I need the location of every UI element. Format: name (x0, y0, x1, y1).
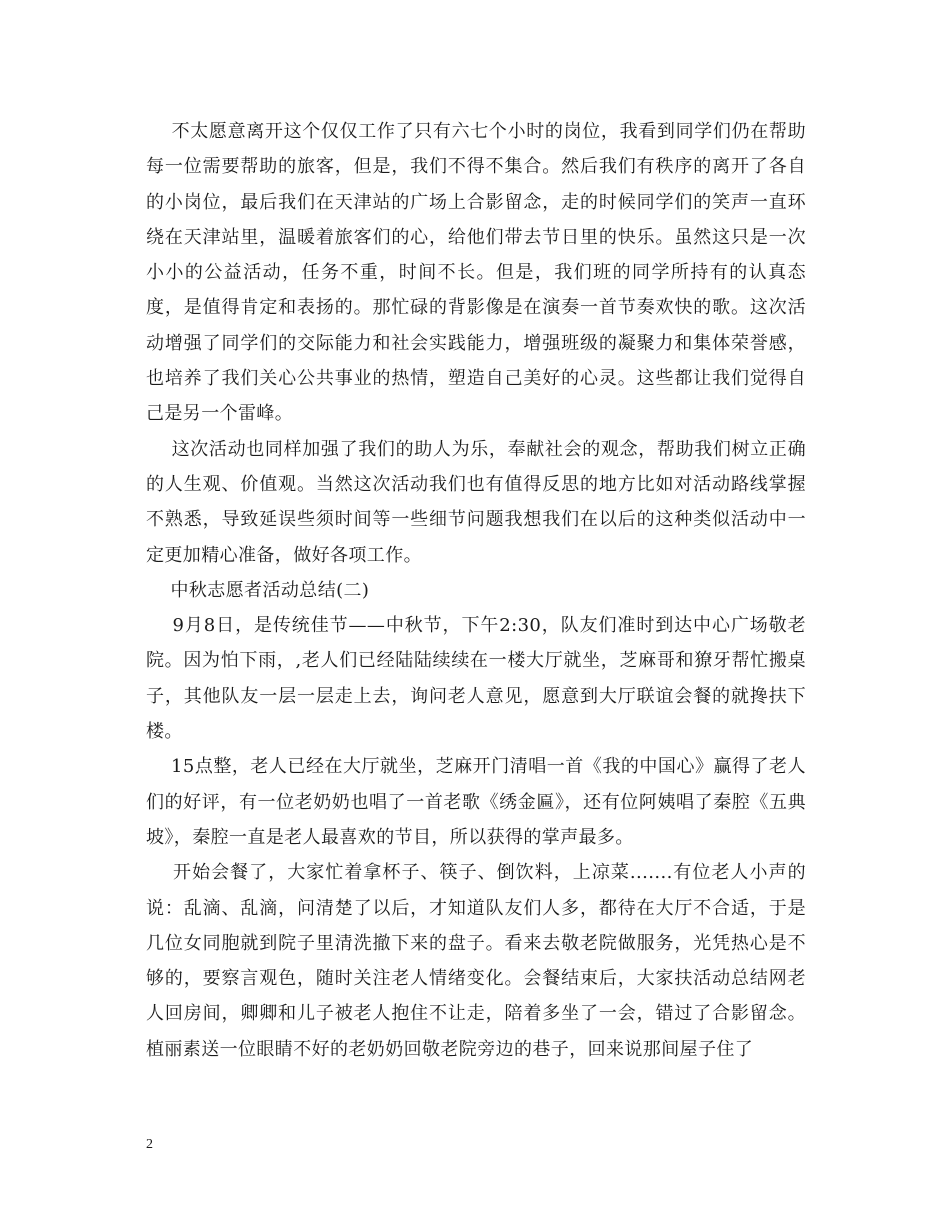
paragraph-arrival: 9月8日，是传统佳节——中秋节，下午2:30，队友们准时到达中心广场敬老院。因为怕下雨，,老人们已经陆陆续续在一楼大厅就坐，芝麻哥和獠牙帮忙搬桌子，其他队友一层一层走上去，询问老人意见，愿意到大厅联谊会餐的就搀扶下楼。 (146, 615, 806, 743)
paragraph-performance: 15点整，老人已经在大厅就坐，芝麻开门清唱一首《我的中国心》赢得了老人们的好评，有一位老奶奶也唱了一首老歌《绣金匾》，还有位阿姨唱了秦腔《五典坡》，秦腔一直是老人最喜欢的节目，所以获得的掌声最多。 (146, 756, 806, 848)
paragraph-meal: 开始会餐了，大家忙着拿杯子、筷子、倒饮料，上凉菜.......有位老人小声的说：乱滴、乱滴，问清楚了以后，才知道队友们人多，都待在大厅不合适，于是几位女同胞就到院子里清洗撤下来的盘子。看来去敬老院做服务，光凭热心是不够的，要察言观色，随时关注老人情绪变化。会餐结束后，大家扶活动总结网老人回房间，卿卿和儿子被老人抱住不让走，陪着多坐了一会，错过了合影留念。植丽素送一位眼睛不好的老奶奶回敬老院旁边的巷子，回来说那间屋子住了 (146, 862, 806, 1060)
paragraph-reflection: 不太愿意离开这个仅仅工作了只有六七个小时的岗位，我看到同学们仍在帮助每一位需要帮助的旅客，但是，我们不得不集合。然后我们有秩序的离开了各自的小岗位，最后我们在天津站的广场上合影留念，走的时候同学们的笑声一直环绕在天津站里，温暖着旅客们的心，给他们带去节日里的快乐。虽然这只是一次小小的公益活动，任务不重，时间不长。但是，我们班的同学所持有的认真态度，是值得肯定和表扬的。那忙碌的背影像是在演奏一首节奏欢快的歌。这次活动增强了同学们的交际能力和社会实践能力，增强班级的凝聚力和集体荣誉感，也培养了我们关心公共事业的热情，塑造自己美好的心灵。这些都让我们觉得自己是另一个雷峰。 (146, 121, 806, 425)
document-body (146, 114, 806, 1067)
paragraph-lesson: 这次活动也同样加强了我们的助人为乐，奉献社会的观念，帮助我们树立正确的人生观、价值观。当然这次活动我们也有值得反思的地方比如对活动路线掌握不熟悉，导致延误些须时间等一些细节问题我想我们在以后的这种类似活动中一定更加精心准备，做好各项工作。 (146, 438, 806, 566)
section-heading: 中秋志愿者活动总结(二) (146, 579, 370, 601)
page-number: 2 (146, 1137, 153, 1152)
